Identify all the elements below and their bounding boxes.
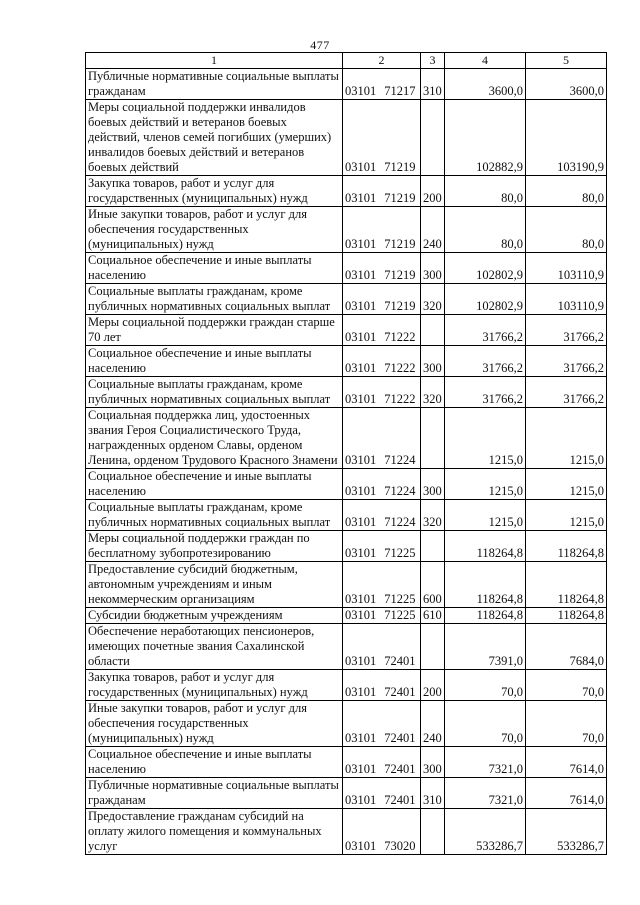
row-amount-2024: 7321,0 <box>445 778 526 809</box>
column-header: 5 <box>526 53 607 69</box>
code-direction: 71225 <box>384 608 416 622</box>
row-code <box>343 778 421 809</box>
row-code <box>343 809 421 855</box>
row-expense-type <box>421 531 445 562</box>
row-amount-2025: 31766,2 <box>526 346 607 377</box>
column-header: 1 <box>86 53 343 69</box>
row-amount-2025: 7614,0 <box>526 778 607 809</box>
row-amount-2024: 1215,0 <box>445 408 526 469</box>
row-amount-2025: 3600,0 <box>526 69 607 100</box>
row-name: Иные закупки товаров, работ и услуг для обеспечения государственных (муниципальных) нужд <box>86 701 343 747</box>
row-amount-2025: 80,0 <box>526 207 607 253</box>
row-name: Субсидии бюджетным учреждениям <box>86 608 343 624</box>
row-name: Социальные выплаты гражданам, кроме публичных нормативных социальных выплат <box>86 500 343 531</box>
row-expense-type: 300 <box>421 253 445 284</box>
row-amount-2025: 118264,8 <box>526 562 607 608</box>
row-amount-2025: 31766,2 <box>526 315 607 346</box>
row-code <box>343 701 421 747</box>
code-direction: 72401 <box>384 685 416 699</box>
table-row <box>86 608 607 624</box>
code-program: 03101 <box>345 330 377 344</box>
table-row <box>86 500 607 531</box>
row-amount-2025: 118264,8 <box>526 531 607 562</box>
table-row <box>86 377 607 408</box>
row-expense-type: 320 <box>421 377 445 408</box>
row-name: Закупка товаров, работ и услуг для государственных (муниципальных) нужд <box>86 176 343 207</box>
code-program: 03101 <box>345 546 377 560</box>
row-expense-type <box>421 408 445 469</box>
row-amount-2024: 7391,0 <box>445 624 526 670</box>
row-expense-type: 610 <box>421 608 445 624</box>
code-direction: 72401 <box>384 762 416 776</box>
table-row <box>86 747 607 778</box>
code-direction: 71219 <box>384 268 416 282</box>
row-code <box>343 469 421 500</box>
row-amount-2025: 1215,0 <box>526 500 607 531</box>
row-expense-type <box>421 624 445 670</box>
row-name: Социальное обеспечение и иные выплаты населению <box>86 253 343 284</box>
code-program: 03101 <box>345 793 377 807</box>
code-program: 03101 <box>345 608 377 622</box>
row-amount-2024: 80,0 <box>445 176 526 207</box>
code-direction: 71219 <box>384 160 416 174</box>
code-program: 03101 <box>345 762 377 776</box>
row-expense-type <box>421 809 445 855</box>
code-program: 03101 <box>345 731 377 745</box>
code-program: 03101 <box>345 654 377 668</box>
row-code <box>343 747 421 778</box>
code-program: 03101 <box>345 237 377 251</box>
row-name: Социальные выплаты гражданам, кроме публичных нормативных социальных выплат <box>86 377 343 408</box>
table-row <box>86 253 607 284</box>
row-expense-type: 310 <box>421 69 445 100</box>
row-code <box>343 176 421 207</box>
row-expense-type: 310 <box>421 778 445 809</box>
table-row <box>86 562 607 608</box>
row-amount-2025: 533286,7 <box>526 809 607 855</box>
row-amount-2025: 1215,0 <box>526 469 607 500</box>
header-row <box>86 53 607 69</box>
row-amount-2024: 70,0 <box>445 670 526 701</box>
row-name: Меры социальной поддержки инвалидов боевых действий и ветеранов боевых действий, членов семей погибших (умерших) инвалидов боевых действий и ветеранов боевых действий <box>86 100 343 176</box>
code-program: 03101 <box>345 515 377 529</box>
row-amount-2025: 118264,8 <box>526 608 607 624</box>
table-row <box>86 100 607 176</box>
row-name: Социальное обеспечение и иные выплаты населению <box>86 346 343 377</box>
table-row <box>86 670 607 701</box>
row-amount-2025: 70,0 <box>526 670 607 701</box>
code-direction: 71224 <box>384 484 416 498</box>
row-name: Предоставление гражданам субсидий на оплату жилого помещения и коммунальных услуг <box>86 809 343 855</box>
row-expense-type: 240 <box>421 701 445 747</box>
table-row <box>86 469 607 500</box>
row-name: Обеспечение неработающих пенсионеров, имеющих почетные звания Сахалинской области <box>86 624 343 670</box>
row-amount-2025: 103110,9 <box>526 253 607 284</box>
row-amount-2024: 102802,9 <box>445 253 526 284</box>
row-name: Меры социальной поддержки граждан по бесплатному зубопротезированию <box>86 531 343 562</box>
row-code <box>343 531 421 562</box>
table-row <box>86 531 607 562</box>
code-direction: 73020 <box>384 839 416 853</box>
row-name: Социальное обеспечение и иные выплаты населению <box>86 747 343 778</box>
row-amount-2024: 102802,9 <box>445 284 526 315</box>
row-code <box>343 608 421 624</box>
table-row <box>86 284 607 315</box>
row-amount-2024: 7321,0 <box>445 747 526 778</box>
row-expense-type: 200 <box>421 670 445 701</box>
row-code <box>343 284 421 315</box>
table-row <box>86 346 607 377</box>
page-number: 477 <box>310 38 330 52</box>
row-amount-2024: 1215,0 <box>445 500 526 531</box>
code-direction: 71217 <box>384 84 416 98</box>
row-amount-2024: 3600,0 <box>445 69 526 100</box>
code-program: 03101 <box>345 392 377 406</box>
table-row <box>86 69 607 100</box>
row-name: Закупка товаров, работ и услуг для государственных (муниципальных) нужд <box>86 670 343 701</box>
row-amount-2025: 70,0 <box>526 701 607 747</box>
code-program: 03101 <box>345 191 377 205</box>
row-expense-type: 320 <box>421 284 445 315</box>
row-amount-2024: 31766,2 <box>445 377 526 408</box>
table-row <box>86 176 607 207</box>
row-name: Предоставление субсидий бюджетным, автономным учреждениям и иным некоммерческим организациям <box>86 562 343 608</box>
row-code <box>343 562 421 608</box>
row-expense-type: 300 <box>421 346 445 377</box>
code-direction: 72401 <box>384 731 416 745</box>
row-code <box>343 207 421 253</box>
row-name: Иные закупки товаров, работ и услуг для обеспечения государственных (муниципальных) нужд <box>86 207 343 253</box>
code-program: 03101 <box>345 592 377 606</box>
row-amount-2024: 70,0 <box>445 701 526 747</box>
row-code <box>343 624 421 670</box>
row-code <box>343 377 421 408</box>
row-expense-type <box>421 315 445 346</box>
row-amount-2024: 533286,7 <box>445 809 526 855</box>
row-amount-2025: 103190,9 <box>526 100 607 176</box>
row-name: Социальное обеспечение и иные выплаты населению <box>86 469 343 500</box>
row-name: Социальная поддержка лиц, удостоенных звания Героя Социалистического Труда, награжденных орденом Славы, орденом Ленина, орденом Трудового Красного Знамени <box>86 408 343 469</box>
table-row <box>86 624 607 670</box>
code-direction: 71222 <box>384 392 416 406</box>
row-expense-type: 300 <box>421 469 445 500</box>
code-direction: 71225 <box>384 592 416 606</box>
row-expense-type: 300 <box>421 747 445 778</box>
row-code <box>343 100 421 176</box>
code-program: 03101 <box>345 160 377 174</box>
code-program: 03101 <box>345 84 377 98</box>
table-row <box>86 809 607 855</box>
row-name: Меры социальной поддержки граждан старше 70 лет <box>86 315 343 346</box>
row-amount-2024: 31766,2 <box>445 346 526 377</box>
code-direction: 71219 <box>384 191 416 205</box>
code-program: 03101 <box>345 453 377 467</box>
code-program: 03101 <box>345 299 377 313</box>
row-amount-2024: 1215,0 <box>445 469 526 500</box>
column-header: 3 <box>421 53 445 69</box>
row-expense-type: 240 <box>421 207 445 253</box>
row-amount-2024: 118264,8 <box>445 562 526 608</box>
code-direction: 72401 <box>384 654 416 668</box>
table-row <box>86 207 607 253</box>
row-expense-type <box>421 100 445 176</box>
code-direction: 72401 <box>384 793 416 807</box>
table-row <box>86 315 607 346</box>
row-code <box>343 346 421 377</box>
code-program: 03101 <box>345 685 377 699</box>
row-amount-2024: 118264,8 <box>445 608 526 624</box>
row-name: Публичные нормативные социальные выплаты гражданам <box>86 69 343 100</box>
code-direction: 71224 <box>384 453 416 467</box>
row-amount-2025: 7614,0 <box>526 747 607 778</box>
row-amount-2025: 1215,0 <box>526 408 607 469</box>
row-code <box>343 69 421 100</box>
row-code <box>343 253 421 284</box>
code-direction: 71219 <box>384 299 416 313</box>
row-name: Социальные выплаты гражданам, кроме публичных нормативных социальных выплат <box>86 284 343 315</box>
row-amount-2025: 103110,9 <box>526 284 607 315</box>
row-expense-type: 320 <box>421 500 445 531</box>
table-row <box>86 408 607 469</box>
row-code <box>343 315 421 346</box>
row-amount-2025: 7684,0 <box>526 624 607 670</box>
code-program: 03101 <box>345 268 377 282</box>
column-header: 4 <box>445 53 526 69</box>
row-expense-type: 600 <box>421 562 445 608</box>
code-direction: 71225 <box>384 546 416 560</box>
row-code <box>343 670 421 701</box>
budget-table <box>85 52 607 855</box>
code-program: 03101 <box>345 839 377 853</box>
code-direction: 71222 <box>384 330 416 344</box>
row-expense-type: 200 <box>421 176 445 207</box>
row-amount-2024: 80,0 <box>445 207 526 253</box>
row-name: Публичные нормативные социальные выплаты гражданам <box>86 778 343 809</box>
row-amount-2025: 80,0 <box>526 176 607 207</box>
row-amount-2024: 102882,9 <box>445 100 526 176</box>
code-program: 03101 <box>345 484 377 498</box>
code-direction: 71222 <box>384 361 416 375</box>
column-header: 2 <box>343 53 421 69</box>
code-direction: 71219 <box>384 237 416 251</box>
row-code <box>343 408 421 469</box>
row-code <box>343 500 421 531</box>
row-amount-2025: 31766,2 <box>526 377 607 408</box>
row-amount-2024: 118264,8 <box>445 531 526 562</box>
table-row <box>86 701 607 747</box>
table-row <box>86 778 607 809</box>
code-direction: 71224 <box>384 515 416 529</box>
code-program: 03101 <box>345 361 377 375</box>
row-amount-2024: 31766,2 <box>445 315 526 346</box>
